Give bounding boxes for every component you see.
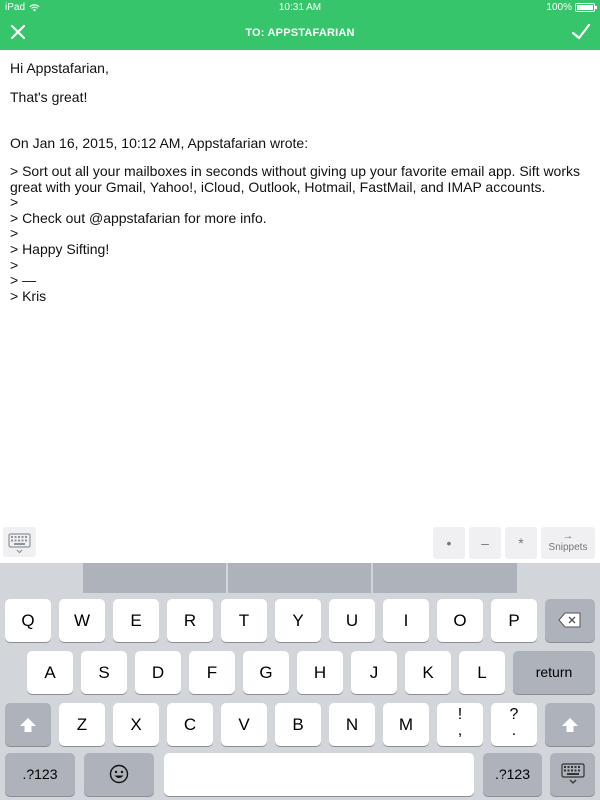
delete-icon bbox=[558, 612, 582, 628]
key-q[interactable]: Q bbox=[5, 599, 51, 642]
key-bottom-char: . bbox=[511, 722, 517, 739]
key-s[interactable]: S bbox=[81, 651, 127, 694]
key-r[interactable]: R bbox=[167, 599, 213, 642]
device-label: iPad bbox=[5, 2, 26, 13]
key-e[interactable]: E bbox=[113, 599, 159, 642]
emoji-key[interactable] bbox=[84, 753, 154, 796]
quoted-line: > Check out @appstafarian for more info. bbox=[10, 209, 267, 226]
prediction-slot[interactable] bbox=[228, 563, 371, 593]
keyboard-icon bbox=[3, 527, 36, 557]
key-v[interactable]: V bbox=[221, 703, 267, 746]
space-bar[interactable] bbox=[164, 753, 474, 796]
recipient-title: TO: APPSTAFARIAN bbox=[245, 27, 355, 39]
battery-percent: 100% bbox=[546, 2, 572, 13]
key-i[interactable]: I bbox=[383, 599, 429, 642]
key-f[interactable]: F bbox=[189, 651, 235, 694]
quote-header: On Jan 16, 2015, 10:12 AM, Appstafarian wrote: bbox=[10, 135, 309, 151]
asterisk-key[interactable]: * bbox=[505, 527, 537, 559]
keyboard-dismiss-icon bbox=[560, 762, 586, 786]
shift-icon bbox=[561, 717, 579, 733]
quoted-line: > Kris bbox=[10, 287, 47, 304]
message-body[interactable] bbox=[0, 50, 600, 525]
key-j[interactable]: J bbox=[351, 651, 397, 694]
key-k[interactable]: K bbox=[405, 651, 451, 694]
status-bar bbox=[0, 0, 600, 16]
quoted-message bbox=[10, 164, 590, 304]
key-w[interactable]: W bbox=[59, 599, 105, 642]
key-n[interactable]: N bbox=[329, 703, 375, 746]
battery-icon bbox=[575, 3, 595, 12]
key-h[interactable]: H bbox=[297, 651, 343, 694]
quoted-line: > Sort out all your mailboxes in seconds without giving up your favorite email app. Sift works bbox=[10, 163, 581, 179]
checkmark-icon[interactable] bbox=[570, 21, 592, 43]
quoted-line: > Happy Sifting! bbox=[10, 240, 110, 257]
quoted-line: > bbox=[10, 225, 19, 242]
key-y[interactable]: Y bbox=[275, 599, 321, 642]
prediction-slot[interactable] bbox=[83, 563, 226, 593]
key-g[interactable]: G bbox=[243, 651, 289, 694]
quoted-line: > bbox=[10, 194, 19, 211]
key-top-char: ! bbox=[457, 706, 463, 723]
keyboard-dismiss-key[interactable] bbox=[550, 753, 595, 796]
status-right bbox=[546, 2, 595, 13]
prediction-bar bbox=[0, 563, 600, 593]
key-x[interactable]: X bbox=[113, 703, 159, 746]
return-key[interactable]: return bbox=[513, 651, 595, 694]
nav-bar bbox=[0, 16, 600, 50]
key-m[interactable]: M bbox=[383, 703, 429, 746]
quoted-line: great with your Gmail, Yahoo!, iCloud, Outlook, Hotmail, FastMail, and IMAP accounts. bbox=[10, 178, 546, 195]
dash-key[interactable]: – bbox=[469, 527, 501, 559]
key-t[interactable]: T bbox=[221, 599, 267, 642]
key-p[interactable]: P bbox=[491, 599, 537, 642]
key-exclamation-comma[interactable] bbox=[437, 703, 483, 746]
shift-icon bbox=[19, 717, 37, 733]
key-c[interactable]: C bbox=[167, 703, 213, 746]
shift-key-left[interactable] bbox=[5, 703, 51, 746]
shift-key-right[interactable] bbox=[545, 703, 595, 746]
key-d[interactable]: D bbox=[135, 651, 181, 694]
keyboard-accessory-bar bbox=[0, 525, 600, 563]
numbers-key-left[interactable]: .?123 bbox=[5, 753, 75, 796]
quoted-line: > — bbox=[10, 272, 37, 289]
key-question-period[interactable] bbox=[491, 703, 537, 746]
key-z[interactable]: Z bbox=[59, 703, 105, 746]
compose-header bbox=[0, 0, 600, 50]
arrow-right-icon: → bbox=[562, 530, 574, 542]
onscreen-keyboard bbox=[0, 563, 600, 800]
key-b[interactable]: B bbox=[275, 703, 321, 746]
key-top-char: ? bbox=[509, 706, 519, 723]
key-bottom-char: , bbox=[457, 722, 463, 739]
prediction-slot[interactable] bbox=[373, 563, 517, 593]
battery-fill bbox=[577, 5, 593, 10]
key-o[interactable]: O bbox=[437, 599, 483, 642]
reply-text: That's great! bbox=[10, 89, 88, 105]
keyboard-toggle-button[interactable] bbox=[3, 527, 36, 557]
key-a[interactable]: A bbox=[27, 651, 73, 694]
greeting-line: Hi Appstafarian, bbox=[10, 60, 109, 76]
delete-key[interactable] bbox=[545, 599, 595, 642]
key-u[interactable]: U bbox=[329, 599, 375, 642]
snippets-button[interactable] bbox=[541, 527, 595, 559]
numbers-key-right[interactable]: .?123 bbox=[483, 753, 542, 796]
snippets-label: Snippets bbox=[548, 542, 588, 553]
key-l[interactable]: L bbox=[459, 651, 505, 694]
bullet-key[interactable]: • bbox=[433, 527, 465, 559]
emoji-icon bbox=[109, 764, 129, 784]
quoted-line: > bbox=[10, 256, 19, 273]
status-time: 10:31 AM bbox=[278, 2, 322, 13]
